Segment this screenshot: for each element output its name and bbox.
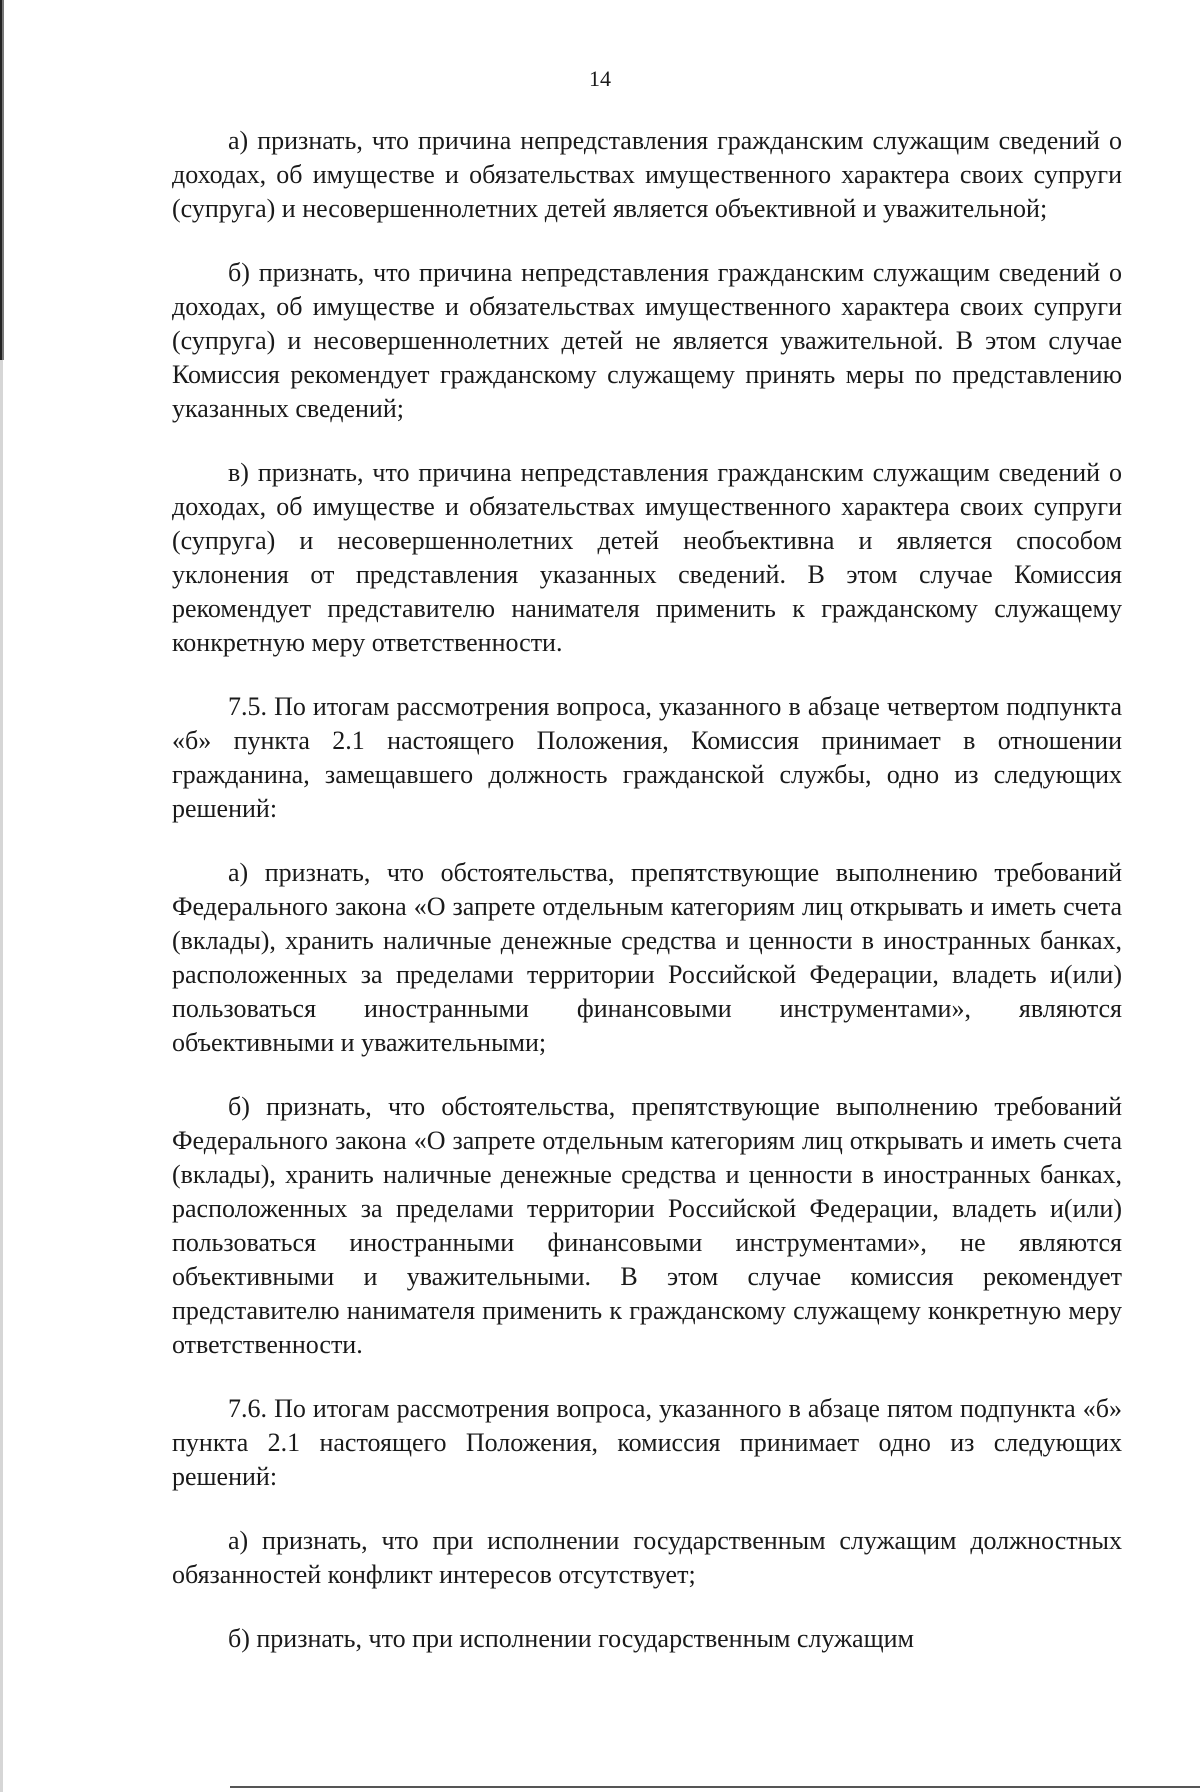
paragraph-7-4-b: б) признать, что причина непредставления гражданским служащим сведений о доходах, об имуществе и обязательствах имущественного характера своих супруги (супруга) и несовершеннолетних детей не является уважительной. В этом случае Комиссия рекомендует гражданскому служащему принять меры по представлению указанных сведений; <box>172 258 1122 423</box>
paragraph-7-5-a: а) признать, что обстоятельства, препятствующие выполнению требований Федерального закона «О запрете отдельным категориям лиц открывать и иметь счета (вклады), хранить наличные денежные средства и ценности в иностранных банках, расположенных за пределами территории Российской Федерации, владеть и(или) пользоваться иностранными финансовыми инструментами», являются объективными и уважительными; <box>172 858 1122 1057</box>
paragraph-7-4-v: в) признать, что причина непредставления гражданским служащим сведений о доходах, об имуществе и обязательствах имущественного характера своих супруги (супруга) и несовершеннолетних детей необъективна и является способом уклонения от представления указанных сведений. В этом случае Комиссия рекомендует представителю нанимателя применить к гражданскому служащему конкретную меру ответственности. <box>172 458 1122 657</box>
paragraph-7-6: 7.6. По итогам рассмотрения вопроса, указанного в абзаце пятом подпункта «б» пункта 2.1 настоящего Положения, комиссия принимает одно из следующих решений: <box>172 1394 1122 1491</box>
paragraph-7-5: 7.5. По итогам рассмотрения вопроса, указанного в абзаце четвертом подпункта «б» пункта 2.1 настоящего Положения, Комиссия принимает в отношении гражданина, замещавшего должность гражданской службы, одно из следующих решений: <box>172 692 1122 823</box>
scan-margin-shadow <box>0 360 3 1792</box>
paragraph-7-6-a: а) признать, что при исполнении государственным служащим должностных обязанностей конфликт интересов отсутствует; <box>172 1526 1122 1589</box>
paragraph-7-4-a: а) признать, что причина непредставления гражданским служащим сведений о доходах, об имуществе и обязательствах имущественного характера своих супруги (супруга) и несовершеннолетних детей является объективной и уважительной; <box>172 126 1122 223</box>
paragraph-7-5-b: б) признать, что обстоятельства, препятствующие выполнению требований Федерального закона «О запрете отдельным категориям лиц открывать и иметь счета (вклады), хранить наличные денежные средства и ценности в иностранных банках, расположенных за пределами территории Российской Федерации, владеть и(или) пользоваться иностранными финансовыми инструментами», не являются объективными и уважительными. В этом случае комиссия рекомендует представителю нанимателя применить к гражданскому служащему конкретную меру ответственности. <box>172 1092 1122 1359</box>
document-body <box>172 124 1122 1686</box>
paragraph-7-6-b: б) признать, что при исполнении государственным служащим <box>228 1624 914 1653</box>
page-number: 14 <box>589 66 611 91</box>
scan-binding-edge <box>0 0 6 360</box>
scan-bottom-edge <box>230 1786 1200 1788</box>
